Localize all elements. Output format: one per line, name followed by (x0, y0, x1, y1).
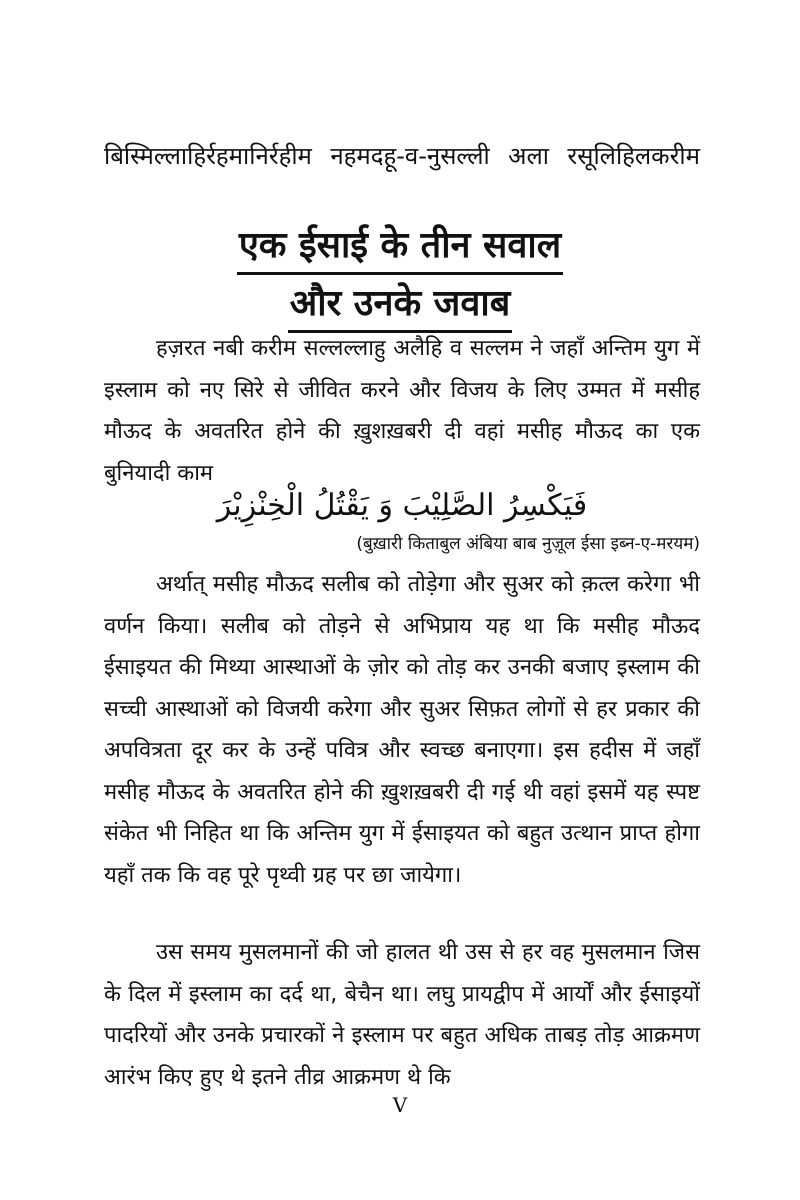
paragraph-context: उस समय मुसलमानों की जो हालत थी उस से हर वह मुसलमान जिस के दिल में इस्लाम का दर्द था, बेचैन था। लघु प्रायद्वीप में आर्यों और ईसाइयों पादरियों और उनके प्रचारकों ने इस्लाम पर बहुत अधिक ताबड़ तोड़ आक्रमण आरंभ किए हुए थे इतने तीव्र आक्रमण थे कि (104, 940, 700, 1090)
chapter-title-line-1 (0, 222, 800, 275)
page-number: V (392, 1093, 408, 1117)
chapter-title-text-2: और उनके जवाब (288, 280, 513, 333)
hadith-reference: (बुख़ारी किताबुल अंबिया बाब नुज़ूल ईसा इब्न-ए-मरयम) (356, 534, 700, 554)
paragraph-explanation: अर्थात् मसीह मौऊद सलीब को तोड़ेगा और सुअर को क़त्ल करेगा भी वर्णन किया। सलीब को तोड़ने से अभिप्राय यह था कि मसीह मौऊद ईसाइयत की मिथ्या आस्थाओं के ज़ोर को तोड़ कर उनकी बजाए इस्लाम की सच्ची आस्थाओं को विजयी करेगा और सुअर सिफ़त लोगों से हर प्रकार की अपवित्रता दूर कर के उन्हें पवित्र और स्वच्छ बनाएगा। इस हदीस में जहाँ मसीह मौऊद के अवतरित होने की ख़ुशख़बरी दी गई थी वहां इसमें यह स्पष्ट संकेत भी निहित था कि अन्तिम युग में ईसाइयत को बहुत उत्थान प्राप्त होगा यहाँ तक कि वह पूरे पृथ्वी ग्रह पर छा जायेगा। (104, 572, 700, 888)
invocation-ala: अला (508, 142, 549, 170)
invocation-bismillah: बिस्मिल्लाहिर्रहमानिर्रहीम (104, 142, 312, 170)
arabic-hadith-quote: فَيَكْسِرُ الصَّلِيْبَ وَ يَقْتُلُ الْخِنْزِيْرَ (216, 488, 588, 523)
paragraph-intro: हज़रत नबी करीम सल्लल्लाहु अलैहि व सल्लम ने जहाँ अन्तिम युग में इस्लाम को नए सिरे से जीवित करने और विजय के लिए उम्मत में मसीह मौऊद के अवतरित होने की ख़ुशख़बरी दी वहां मसीह मौऊद का एक बुनियादी काम (104, 336, 700, 486)
invocation-header (104, 138, 700, 174)
chapter-title-text-1: एक ईसाई के तीन सवाल (237, 222, 563, 275)
invocation-nahmaduhu: नहमदहू-व-नुसल्ली (330, 142, 490, 170)
chapter-title-line-2 (0, 280, 800, 333)
invocation-rasulihil-karim: रसूलिहिलकरीम (567, 142, 700, 170)
